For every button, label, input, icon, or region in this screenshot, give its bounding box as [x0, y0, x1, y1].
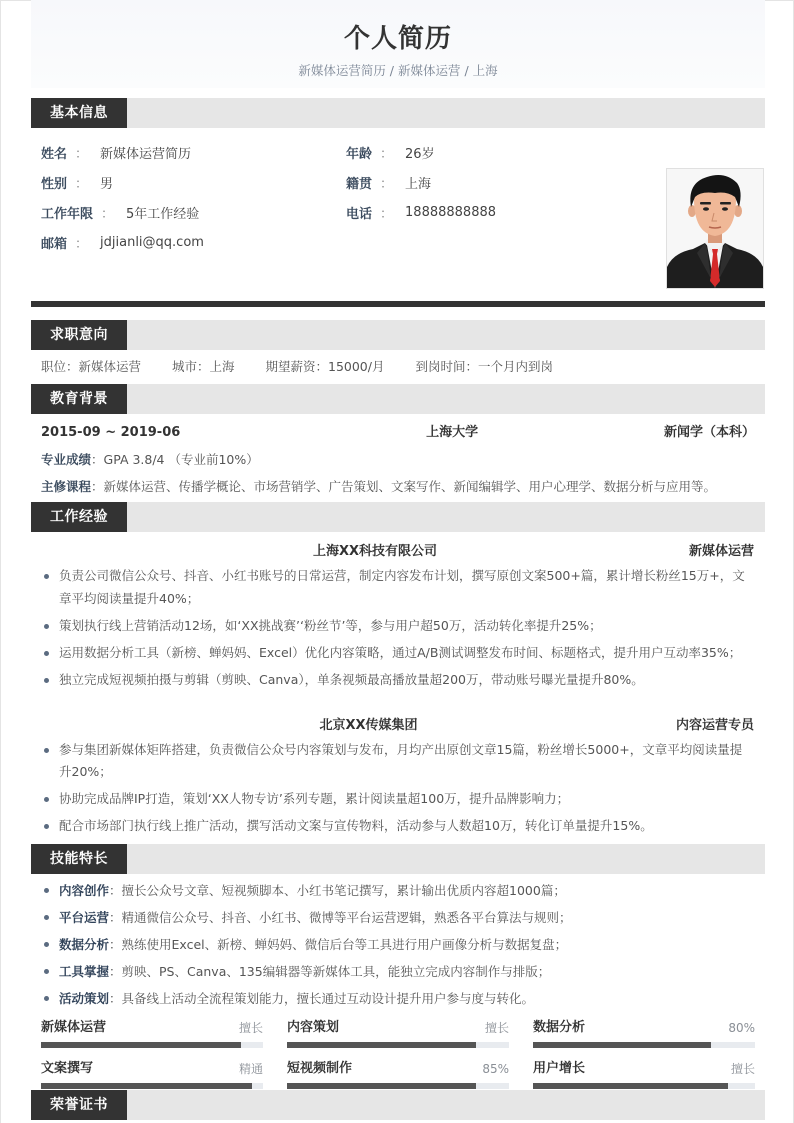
resume-page [31, 0, 765, 1120]
field-colon: ： [380, 207, 394, 222]
skill-bar [41, 1016, 263, 1057]
field-name [41, 143, 191, 162]
education-gpa [41, 446, 755, 473]
skill-label: 数据分析 [59, 937, 110, 952]
list-item: 配合市场部门执行线上推广活动，撰写活动文案与宣传物料，活动参与人数超10万，转化订单量提升15%。 [41, 815, 745, 838]
divider [31, 301, 765, 307]
section-header-honors [31, 1090, 765, 1120]
skill-label: 内容创作 [59, 883, 110, 898]
field-label: 年龄 [346, 147, 373, 162]
field-email [41, 233, 204, 252]
field-colon: ： [75, 147, 89, 162]
skill-bar-name: 短视频制作 [287, 1061, 353, 1076]
intent-salary: 期望薪资：15000/月 [265, 359, 385, 374]
progress-fill [41, 1042, 241, 1048]
progress-track [287, 1042, 509, 1048]
skill-label: 活动策划 [59, 991, 110, 1006]
progress-track [533, 1083, 755, 1089]
education-school: 上海大学 [426, 425, 479, 440]
field-label: 工作年限 [41, 207, 94, 222]
skill-bar-level: 擅长 [484, 1021, 509, 1035]
skill-bar-name: 内容策划 [287, 1020, 340, 1035]
section-title: 求职意向 [31, 320, 127, 350]
list-item: 运用数据分析工具（新榜、蝉妈妈、Excel）优化内容策略，通过A/B测试调整发布时间、标题格式，提升用户互动率35%； [41, 642, 745, 665]
courses-label: 主修课程 [41, 479, 92, 494]
job-intent [31, 350, 765, 384]
work-entry [31, 696, 765, 838]
education-major: 新闻学（本科） [663, 425, 755, 440]
intent-position: 职位：新媒体运营 [41, 359, 142, 374]
section-title: 技能特长 [31, 844, 127, 874]
skill-bar-level: 擅长 [730, 1062, 755, 1076]
progress-fill [533, 1042, 711, 1048]
skill-bar-level: 擅长 [238, 1021, 263, 1035]
field-colon: ： [380, 147, 394, 162]
progress-fill [41, 1083, 252, 1089]
skill-bar-level: 精通 [238, 1062, 263, 1076]
page-title: 个人简历 [343, 24, 452, 54]
field-value: 上海 [405, 177, 432, 192]
resume-header [31, 0, 765, 88]
progress-track [41, 1083, 263, 1089]
skill-label: 工具掌握 [59, 964, 110, 979]
field-colon: ： [75, 177, 89, 192]
list-item [41, 960, 745, 983]
field-gender [41, 173, 113, 192]
field-value: 18888888888 [405, 205, 497, 220]
field-colon: ： [75, 237, 89, 252]
list-item: 独立完成短视频拍摄与剪辑（剪映、Canva），单条视频最高播放量超200万，带动账号曝光量提升80%。 [41, 669, 745, 692]
work-role: 新媒体运营 [688, 544, 754, 559]
progress-track [287, 1083, 509, 1089]
field-label: 邮箱 [41, 237, 68, 252]
work-role: 内容运营专员 [675, 717, 754, 733]
work-header [31, 539, 765, 565]
field-years [41, 203, 199, 222]
field-label: 姓名 [41, 147, 68, 162]
progress-fill [533, 1083, 728, 1089]
field-value: 5年工作经验 [126, 207, 200, 222]
skill-bar [533, 1016, 755, 1057]
skill-text: ：精通微信公众号、抖音、小红书、微博等平台运营逻辑，熟悉各平台算法与规则； [109, 910, 572, 925]
education-header [41, 420, 755, 446]
page-subtitle: 新媒体运营简历 / 新媒体运营 / 上海 [298, 63, 498, 78]
list-item: 策划执行线上营销活动12场，如‘XX挑战赛’‘粉丝节’等，参与用户超50万，活动转化率提升25%； [41, 615, 745, 638]
work-company: 上海XX科技有限公司 [312, 544, 438, 559]
field-label: 电话 [346, 207, 373, 222]
skill-text: ：具备线上活动全流程策划能力，擅长通过互动设计提升用户参与度与转化。 [109, 991, 535, 1006]
list-item [41, 987, 745, 1010]
field-origin [346, 173, 431, 192]
work-header [31, 713, 765, 739]
progress-track [533, 1042, 755, 1048]
progress-fill [287, 1083, 476, 1089]
skill-bar-name: 用户增长 [533, 1061, 586, 1076]
section-title: 工作经验 [31, 502, 127, 532]
skill-bar-name: 新媒体运营 [41, 1020, 107, 1035]
avatar-illustration [667, 169, 763, 288]
skill-bar-level: 80% [728, 1021, 755, 1035]
work-bullets [31, 565, 765, 691]
section-header-work [31, 502, 765, 532]
list-item [41, 879, 745, 902]
field-value: 26岁 [405, 147, 435, 162]
field-colon: ： [101, 207, 115, 222]
section-title: 基本信息 [31, 98, 127, 128]
work-company: 北京XX传媒集团 [319, 717, 418, 733]
skill-bars [31, 1016, 765, 1098]
list-item [41, 906, 745, 929]
gpa-label: 专业成绩 [41, 452, 92, 467]
section-header-skills [31, 844, 765, 874]
progress-track [41, 1042, 263, 1048]
progress-fill [287, 1042, 476, 1048]
field-value: 新媒体运营简历 [100, 147, 192, 162]
intent-city: 城市：上海 [172, 359, 235, 374]
basic-info [31, 128, 765, 304]
education-courses [41, 473, 755, 500]
skill-bar-name: 数据分析 [533, 1020, 586, 1035]
field-age [346, 143, 435, 162]
section-header-basic [31, 98, 765, 128]
field-phone [346, 203, 496, 222]
skill-text: ：熟练使用Excel、新榜、蝉妈妈、微信后台等工具进行用户画像分析与数据复盘； [109, 937, 568, 952]
education-entry [31, 414, 765, 500]
courses-value: ：新媒体运营、传播学概论、市场营销学、广告策划、文案写作、新闻编辑学、用户心理学、数据分析与应用等。 [91, 479, 717, 494]
field-label: 籍贯 [346, 177, 373, 192]
skill-text: ：擅长公众号文章、短视频脚本、小红书笔记撰写，累计输出优质内容超1000篇； [109, 883, 566, 898]
list-item: 协助完成品牌IP打造，策划‘XX人物专访’系列专题，累计阅读量超100万，提升品牌影响力； [41, 788, 745, 811]
list-item: 参与集团新媒体矩阵搭建，负责微信公众号内容策划与发布，月均产出原创文章15篇，粉丝增长5000+，文章平均阅读量提升20%； [41, 739, 745, 784]
field-value: 男 [100, 177, 114, 192]
work-bullets [31, 739, 765, 838]
section-title: 荣誉证书 [31, 1090, 127, 1120]
skill-bar [287, 1016, 509, 1057]
avatar-photo [666, 168, 764, 289]
gpa-value: ：GPA 3.8/4 （专业前10%） [91, 452, 259, 467]
skills-list [31, 874, 765, 1010]
skill-bar-level: 85% [482, 1062, 509, 1076]
skill-bar-name: 文案撰写 [41, 1061, 94, 1076]
section-title: 教育背景 [31, 384, 127, 414]
field-value[interactable]: jdjianli@qq.com [100, 235, 204, 250]
skill-text: ：剪映、PS、Canva、135编辑器等新媒体工具，能独立完成内容制作与排版； [109, 964, 551, 979]
field-label: 性别 [41, 177, 68, 192]
list-item [41, 933, 745, 956]
section-header-education [31, 384, 765, 414]
intent-availability: 到岗时间：一个月内到岗 [415, 359, 553, 374]
education-period: 2015-09 ~ 2019-06 [41, 425, 181, 440]
skill-label: 平台运营 [59, 910, 110, 925]
work-entry [31, 532, 765, 691]
field-colon: ： [380, 177, 394, 192]
list-item: 负责公司微信公众号、抖音、小红书账号的日常运营，制定内容发布计划，撰写原创文案500+篇，累计增长粉丝15万+，文章平均阅读量提升40%； [41, 565, 745, 610]
section-header-intent [31, 320, 765, 350]
